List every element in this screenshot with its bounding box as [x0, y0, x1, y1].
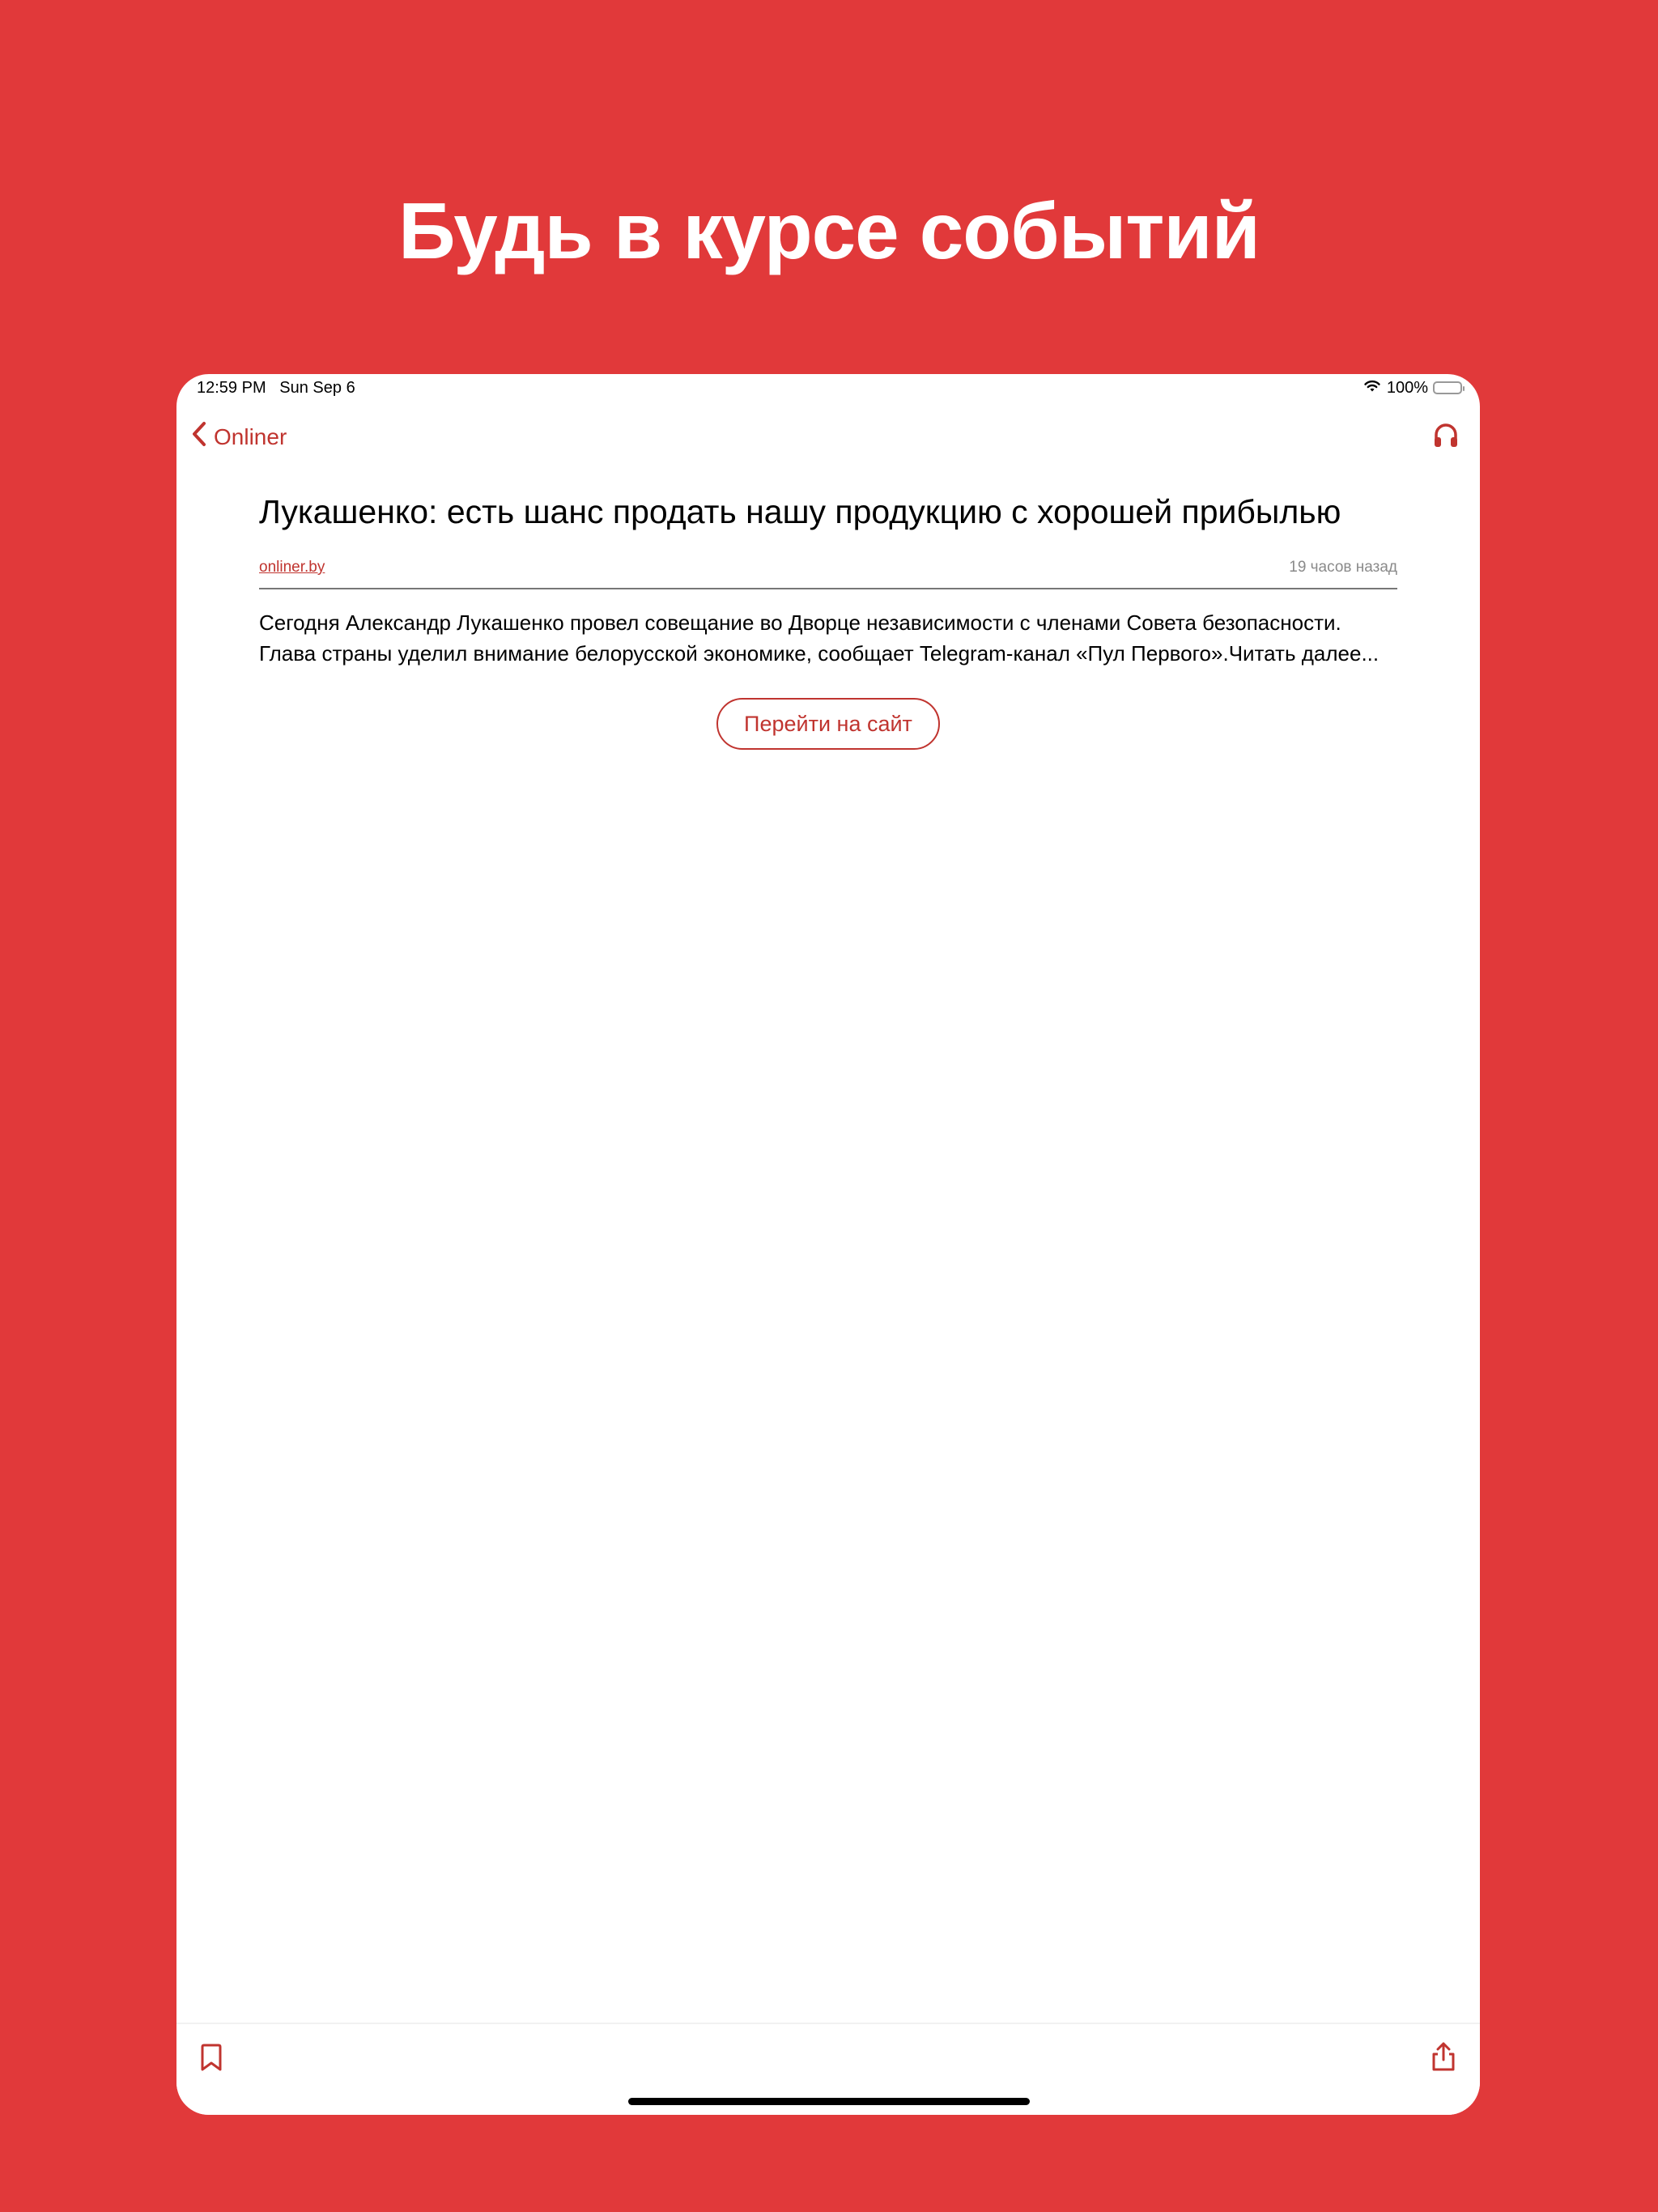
site-button-container — [259, 698, 1397, 750]
go-to-site-button[interactable]: Перейти на сайт — [716, 698, 940, 750]
chevron-left-icon — [191, 421, 207, 453]
published-time: 19 часов назад — [1289, 559, 1397, 576]
article-meta — [259, 559, 1397, 589]
navigation-bar — [176, 415, 1480, 463]
status-time — [197, 379, 355, 398]
status-bar — [176, 374, 1480, 406]
bookmark-button[interactable] — [199, 2044, 223, 2077]
battery-icon — [1433, 381, 1462, 394]
home-indicator[interactable] — [628, 2098, 1030, 2105]
share-icon — [1430, 2062, 1457, 2076]
source-link[interactable]: onliner.by — [259, 559, 325, 576]
device-screen — [176, 374, 1480, 2115]
status-date: Sun Sep 6 — [279, 379, 355, 397]
bottom-toolbar — [176, 2023, 1480, 2115]
promo-title: Будь в курсе событий — [398, 186, 1260, 275]
article-body: Сегодня Александр Лукашенко провел совещание во Дворце независимости с членами Совета безопасности. Глава страны уделил внимание белорусской экономике, сообщает Telegram-канал «Пул Первого».Читать далее... — [259, 610, 1380, 666]
share-button[interactable] — [1430, 2040, 1457, 2077]
back-label: Onliner — [214, 423, 287, 449]
status-clock: 12:59 PM — [197, 379, 266, 397]
article — [259, 489, 1397, 750]
status-indicators — [1363, 378, 1462, 398]
headphones-icon — [1433, 438, 1459, 452]
listen-button[interactable] — [1433, 423, 1459, 453]
back-button[interactable] — [191, 421, 287, 453]
article-title: Лукашенко: есть шанс продать нашу продукцию с хорошей прибылью — [259, 493, 1341, 530]
wifi-icon — [1363, 378, 1382, 398]
battery-percent: 100% — [1386, 378, 1428, 397]
bookmark-icon — [199, 2062, 223, 2076]
